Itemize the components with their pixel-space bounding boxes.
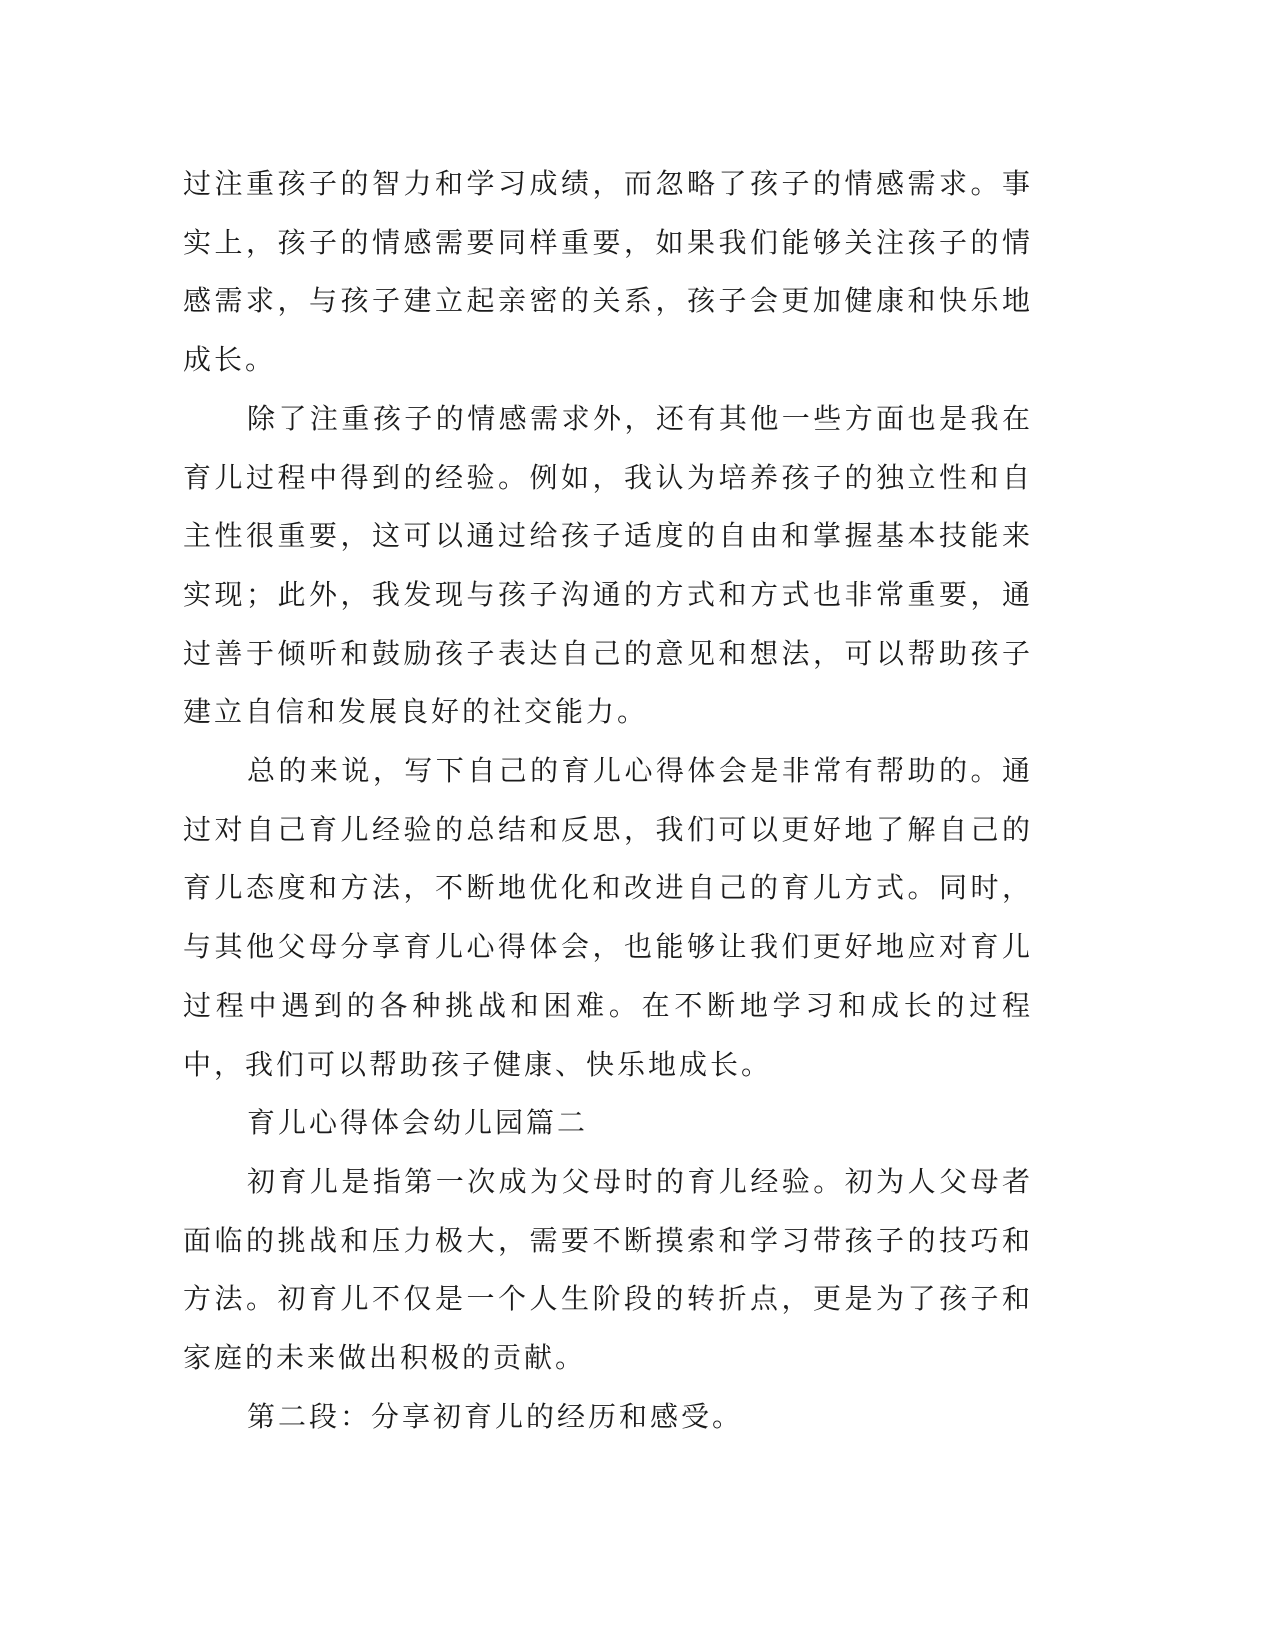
- paragraph-4: 初育儿是指第一次成为父母时的育儿经验。初为人父母者面临的挑战和压力极大，需要不断摸索和学习带孩子的技巧和方法。初育儿不仅是一个人生阶段的转折点，更是为了孩子和家庭的未来做出积极的贡献。: [183, 1164, 1033, 1375]
- paragraph-1: 过注重孩子的智力和学习成绩，而忽略了孩子的情感需求。事实上，孩子的情感需要同样重要，如果我们能够关注孩子的情感需求，与孩子建立起亲密的关系，孩子会更加健康和快乐地成长。: [183, 167, 1033, 377]
- document-page: [183, 155, 1033, 1446]
- paragraph-2: 除了注重孩子的情感需求外，还有其他一些方面也是我在育儿过程中得到的经验。例如，我认为培养孩子的独立性和自主性很重要，这可以通过给孩子适度的自由和掌握基本技能来实现；此外，我发现与孩子沟通的方式和方式也非常重要，通过善于倾听和鼓励孩子表达自己的意见和想法，可以帮助孩子建立自信和发展良好的社交能力。: [183, 401, 1033, 729]
- paragraph-5: 第二段：分享初育儿的经历和感受。: [247, 1399, 744, 1433]
- paragraph-3: 总的来说，写下自己的育儿心得体会是非常有帮助的。通过对自己育儿经验的总结和反思，我们可以更好地了解自己的育儿态度和方法，不断地优化和改进自己的育儿方式。同时，与其他父母分享育儿心得体会，也能够让我们更好地应对育儿过程中遇到的各种挑战和困难。在不断地学习和成长的过程中，我们可以帮助孩子健康、快乐地成长。: [183, 754, 1033, 1081]
- section-heading: 育儿心得体会幼儿园篇二: [247, 1106, 589, 1140]
